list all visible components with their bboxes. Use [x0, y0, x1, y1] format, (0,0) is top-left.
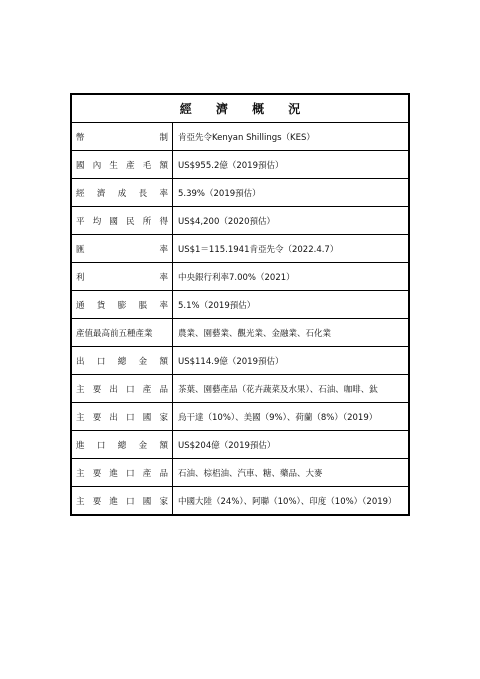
row-label: 主 要 出 口 產 品: [72, 375, 173, 402]
table-row: [72, 403, 408, 431]
table-row: [72, 207, 408, 235]
row-value: US$114.9億（2019預估）: [178, 356, 284, 367]
row-value: 石油、棕梠油、汽車、糖、藥品、大麥: [178, 468, 323, 479]
row-value: 烏干達（10%）、美國（9%）、荷蘭（8%）（2019）: [178, 412, 378, 423]
table-row: [72, 235, 408, 263]
table-title: 經 濟 概 況: [72, 95, 408, 123]
table-row: [72, 319, 408, 347]
row-label: 匯 率: [72, 235, 173, 262]
table-row: [72, 487, 408, 514]
row-label: 利 率: [72, 263, 173, 290]
row-value: US$4,200（2020預估）: [178, 216, 275, 227]
row-label: 經 濟 成 長 率: [72, 179, 173, 206]
row-value: US$1＝115.1941肯亞先令（2022.4.7）: [178, 244, 339, 255]
row-value: 中央銀行利率7.00%（2021）: [178, 272, 295, 283]
row-value: 5.1%（2019預估）: [178, 300, 256, 311]
table-row: [72, 263, 408, 291]
table-body: [72, 123, 408, 514]
table-row: [72, 431, 408, 459]
row-value: 農業、園藝業、觀光業、金融業、石化業: [178, 328, 332, 339]
table-row: [72, 291, 408, 319]
row-label: 通 貨 膨 脹 率: [72, 291, 173, 318]
row-value: US$955.2億（2019預估）: [178, 160, 284, 171]
row-value: 茶葉、園藝產品（花卉蔬菜及水果）、石油、咖啡、鈦: [178, 384, 378, 395]
table-row: [72, 179, 408, 207]
row-label: 國 內 生 產 毛 額: [72, 151, 173, 178]
row-label: 平 均 國 民 所 得: [72, 207, 173, 234]
table-row: [72, 375, 408, 403]
row-value: 中國大陸（24%）、阿聯（10%）、印度（10%）（2019）: [178, 496, 397, 507]
table-row: [72, 459, 408, 487]
row-value: 5.39%（2019預估）: [178, 188, 261, 199]
row-label: 出 口 總 金 額: [72, 347, 173, 374]
row-label: 主 要 進 口 國 家: [72, 487, 173, 514]
table-row: [72, 123, 408, 151]
table-row: [72, 347, 408, 375]
row-label: 主 要 出 口 國 家: [72, 403, 173, 430]
row-label: 進 口 總 金 額: [72, 431, 173, 458]
row-value: US$204億（2019預估）: [178, 440, 276, 451]
row-value: 肯亞先令Kenyan Shillings（KES）: [178, 132, 315, 143]
row-label: 主 要 進 口 產 品: [72, 459, 173, 486]
table-row: [72, 151, 408, 179]
row-label: 產值最高前五種產業: [72, 319, 173, 346]
row-label: 幣 制: [72, 123, 173, 150]
economic-overview-table: [70, 93, 410, 516]
